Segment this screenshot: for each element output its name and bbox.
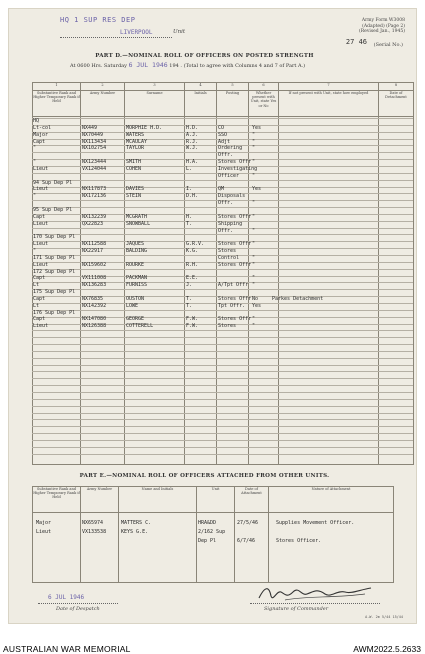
cell-rank: " bbox=[33, 159, 37, 166]
cell-rank: Major bbox=[33, 131, 49, 138]
cell-num: NX113434 bbox=[82, 138, 107, 145]
cell-rank: Capt bbox=[33, 316, 46, 323]
cell-pres: " bbox=[252, 275, 256, 282]
e-col-nature: Nature of Attachment bbox=[269, 487, 394, 513]
cell-post: Offr. bbox=[218, 227, 234, 234]
cell-num: NX70449 bbox=[82, 131, 104, 138]
cell-pres: " bbox=[252, 254, 256, 261]
cell-date: 6/7/46 bbox=[237, 538, 256, 544]
ruled-line bbox=[32, 426, 413, 427]
cell-rank: Lieut bbox=[33, 220, 49, 227]
cell-post: Shipping bbox=[218, 220, 243, 227]
cell-pres: " bbox=[252, 282, 256, 289]
table-row bbox=[32, 145, 413, 152]
cell-post: Stores bbox=[218, 323, 237, 330]
cell-rank: 95 Sup Dep Pl bbox=[33, 206, 73, 213]
col-num-3: 3 bbox=[125, 83, 185, 91]
table-row bbox=[32, 303, 413, 310]
cell-nature: Supplies Movement Officer. bbox=[276, 520, 355, 526]
table-row bbox=[32, 248, 413, 255]
cell-post: Stores Offr bbox=[218, 316, 252, 323]
cell-rank: 175 Sup Dep Pl bbox=[33, 289, 76, 296]
table-row bbox=[32, 207, 413, 214]
cell-post: Stores Offr bbox=[218, 159, 252, 166]
ruled-line bbox=[32, 344, 413, 345]
cell-num: NX147080 bbox=[82, 316, 107, 323]
table-row bbox=[32, 125, 413, 132]
cell-post: A/Tpt Offr bbox=[218, 282, 249, 289]
cell-surname: DAVIES bbox=[126, 186, 145, 193]
col-label-posting: Posting bbox=[217, 91, 249, 117]
cell-nature: Stores Officer. bbox=[276, 538, 322, 544]
ruled-line bbox=[32, 378, 413, 379]
despatch-date-stamp: 6 JUL 1946 bbox=[48, 594, 85, 601]
cell-num: NX449 bbox=[82, 124, 98, 131]
table-row bbox=[32, 159, 413, 166]
cell-date: 27/5/46 bbox=[237, 520, 259, 526]
unit-stamp-location: LIVERPOOL bbox=[120, 29, 153, 36]
table-row bbox=[32, 241, 413, 248]
cell-surname: SMITH bbox=[126, 159, 142, 166]
cell-rank: Lieut bbox=[33, 241, 49, 248]
ruled-line bbox=[32, 337, 413, 338]
cell-surname: FURNISS bbox=[126, 282, 148, 289]
cell-pres: " bbox=[252, 200, 256, 207]
cell-rank: 172 Sup Dep Pl bbox=[33, 268, 76, 275]
cell-surname: MCGRATH bbox=[126, 213, 148, 220]
cell-rank: Lt bbox=[33, 302, 40, 309]
cell-pres: " bbox=[252, 159, 256, 166]
cell-name: MATTERS C. bbox=[121, 520, 152, 526]
cell-rank: " bbox=[33, 193, 37, 200]
cell-post: QM bbox=[218, 186, 225, 193]
ruled-line bbox=[32, 413, 413, 414]
table-row bbox=[32, 275, 413, 282]
unit-label: Unit bbox=[173, 29, 186, 35]
cell-surname: TAYLOR bbox=[126, 145, 145, 152]
cell-num: NX117873 bbox=[82, 186, 107, 193]
ruled-line bbox=[32, 406, 413, 407]
cell-rank: Lt-col bbox=[33, 124, 52, 131]
army-form-ref bbox=[359, 18, 405, 35]
cell-surname: SNOWBALL bbox=[126, 220, 151, 227]
cell-rank: 171 Sup Dep Pl bbox=[33, 254, 76, 261]
table-row bbox=[32, 262, 413, 269]
cell-pres: Yes bbox=[252, 302, 262, 309]
ruled-line bbox=[32, 419, 413, 420]
cell-num: NX172136 bbox=[82, 193, 107, 200]
cell-num: NX76835 bbox=[82, 295, 104, 302]
cell-init: E.E. bbox=[186, 275, 199, 282]
serial-number: 27 46 bbox=[345, 38, 367, 46]
cell-rank: Major bbox=[36, 520, 52, 526]
cell-rank: Lieut bbox=[36, 529, 52, 535]
table-row bbox=[0, 520, 425, 528]
cell-surname: JAQUES bbox=[126, 241, 145, 248]
signature-label: Signature of Commander bbox=[264, 606, 329, 612]
archive-reference: AWM2022.5.2633 bbox=[353, 644, 421, 654]
table-row bbox=[32, 221, 413, 228]
cell-rank: Lieut bbox=[33, 165, 49, 172]
cell-init: I. bbox=[186, 186, 193, 193]
unit-stamp: HQ 1 SUP RES DEP bbox=[60, 16, 136, 24]
cell-post: Investigating bbox=[218, 165, 258, 172]
table-row bbox=[32, 269, 413, 276]
cell-name: KEYS G.E. bbox=[121, 529, 149, 535]
e-col-number: Army Number bbox=[81, 487, 119, 513]
cell-num: QX22823 bbox=[82, 220, 104, 227]
cell-post: Ordering bbox=[218, 145, 243, 152]
ruled-line bbox=[32, 365, 413, 366]
table-row bbox=[32, 118, 413, 125]
cell-post: Stores Offr bbox=[218, 241, 252, 248]
cell-init: T. bbox=[186, 220, 193, 227]
cell-pres: " bbox=[252, 316, 256, 323]
cell-num: NX112588 bbox=[82, 241, 107, 248]
ruled-line bbox=[32, 440, 413, 441]
archive-name: AUSTRALIAN WAR MEMORIAL bbox=[3, 644, 131, 654]
cell-rank: Capt bbox=[33, 275, 46, 282]
col-label-surname: Surname bbox=[125, 91, 185, 117]
signature-line bbox=[250, 603, 380, 604]
army-form-adapted: (Adapted) (Page 2) bbox=[362, 23, 405, 29]
cell-init: F.W. bbox=[186, 323, 199, 330]
table-row bbox=[32, 200, 413, 207]
cell-pres: " bbox=[252, 261, 256, 268]
cell-rank: Lieut bbox=[33, 186, 49, 193]
col-num-4: 4 bbox=[185, 83, 217, 91]
cell-post: Offr. bbox=[218, 200, 234, 207]
cell-init: T. bbox=[186, 295, 193, 302]
table-row bbox=[32, 173, 413, 180]
cell-post: Disposals bbox=[218, 193, 246, 200]
col-num-1: 1 bbox=[33, 83, 81, 91]
subtitle-date-stamp: 6 JUL 1946 bbox=[128, 61, 168, 69]
table-row bbox=[32, 316, 413, 323]
cell-init: A.J. bbox=[186, 131, 199, 138]
table-row bbox=[32, 166, 413, 173]
cell-init: R.H. bbox=[186, 261, 199, 268]
cell-post: Tpt Offr. bbox=[218, 302, 246, 309]
cell-init: J. bbox=[186, 282, 193, 289]
cell-post: Stores Offr bbox=[218, 213, 252, 220]
cell-pres: Yes bbox=[252, 186, 262, 193]
cell-surname: STEIN bbox=[126, 193, 142, 200]
table-row bbox=[32, 282, 413, 289]
table-row bbox=[32, 255, 413, 262]
ruled-line bbox=[32, 351, 413, 352]
table-row bbox=[32, 228, 413, 235]
army-form-number: Army Form W3008 bbox=[361, 18, 405, 23]
table-row bbox=[32, 214, 413, 221]
ruled-line bbox=[32, 433, 413, 434]
col-num-6: 6 bbox=[249, 83, 279, 91]
col-label-employed: If not present with Unit, state how employed bbox=[279, 91, 379, 117]
table-row bbox=[32, 296, 413, 303]
cell-num: NX159602 bbox=[82, 261, 107, 268]
table-row bbox=[32, 193, 413, 200]
cell-post: Stores Offr bbox=[218, 295, 252, 302]
cell-num: VX111008 bbox=[82, 275, 107, 282]
cell-post: Stores Offr bbox=[218, 261, 252, 268]
cell-num: NX65974 bbox=[82, 520, 104, 526]
table-row bbox=[0, 529, 425, 537]
col-num-8: 8 bbox=[379, 83, 414, 91]
cell-init: G.R.V. bbox=[186, 241, 205, 248]
cell-surname: ROURKE bbox=[126, 261, 145, 268]
cell-pres: " bbox=[252, 131, 256, 138]
cell-rank: Capt bbox=[33, 213, 46, 220]
cell-num: VX133538 bbox=[82, 529, 107, 535]
cell-post: SSO bbox=[218, 131, 228, 138]
col-num-5: 5 bbox=[217, 83, 249, 91]
cell-emp: Parkes Detachment bbox=[272, 295, 324, 302]
cell-surname: PACKMAN bbox=[126, 275, 148, 282]
cell-surname: GEORGE bbox=[126, 316, 145, 323]
part-d-subtitle bbox=[70, 61, 305, 69]
cell-surname: COHEN bbox=[126, 165, 142, 172]
table-row bbox=[32, 323, 413, 330]
cell-surname: LOWE bbox=[126, 302, 139, 309]
cell-pres: " bbox=[252, 323, 256, 330]
e-col-date: Date of Attachment bbox=[235, 487, 269, 513]
army-form-revised: (Revised Jan., 1945) bbox=[359, 29, 405, 34]
cell-pres: " bbox=[252, 172, 256, 179]
cell-num: NX126388 bbox=[82, 323, 107, 330]
ruled-line bbox=[32, 371, 413, 372]
despatch-line bbox=[38, 603, 118, 604]
cell-rank: Capt bbox=[33, 295, 46, 302]
cell-pres: Yes bbox=[252, 124, 262, 131]
col-label-present: Whether present with Unit, state Yes or No bbox=[249, 91, 279, 117]
ruled-line bbox=[32, 399, 413, 400]
cell-num: NX142392 bbox=[82, 302, 107, 309]
unit-line bbox=[60, 37, 172, 38]
cell-pres: No bbox=[252, 295, 259, 302]
cell-init: R.J. bbox=[186, 138, 199, 145]
despatch-label: Date of Despatch bbox=[56, 606, 100, 612]
cell-post: Adjt bbox=[218, 138, 231, 145]
cell-rank: " bbox=[33, 248, 37, 255]
part-d-rows bbox=[32, 118, 413, 330]
commander-signature bbox=[255, 582, 375, 604]
cell-pres: " bbox=[252, 138, 256, 145]
col-label-initials: Initials bbox=[185, 91, 217, 117]
cell-init: T. bbox=[186, 302, 193, 309]
table-row bbox=[32, 289, 413, 296]
table-row bbox=[0, 538, 425, 546]
cell-post: Control bbox=[218, 254, 240, 261]
cell-num: NX136283 bbox=[82, 282, 107, 289]
col-num-2: 2 bbox=[81, 83, 125, 91]
ruled-line bbox=[32, 385, 413, 386]
subtitle-prefix: At 0600 Hrs. Saturday bbox=[70, 63, 127, 69]
cell-num: VX124044 bbox=[82, 165, 107, 172]
table-row bbox=[32, 180, 413, 187]
table-row bbox=[32, 132, 413, 139]
table-row bbox=[32, 152, 413, 159]
cell-pres: " bbox=[252, 227, 256, 234]
cell-init: K.G. bbox=[186, 248, 199, 255]
e-col-unit: Unit bbox=[197, 487, 235, 513]
cell-pres: " bbox=[252, 241, 256, 248]
cell-init: W.J. bbox=[186, 145, 199, 152]
cell-num: NX123444 bbox=[82, 159, 107, 166]
col-label-number: Army Number bbox=[81, 91, 125, 117]
subtitle-suffix: (Total to agree with Columns 4 and 7 of Part A.) bbox=[183, 63, 306, 69]
cell-surname: MCAULAY bbox=[126, 138, 148, 145]
ruled-line bbox=[32, 454, 413, 455]
cell-init: H. bbox=[186, 213, 193, 220]
cell-rank: 94 Sup Dep Pl bbox=[33, 179, 73, 186]
cell-init: H.A. bbox=[186, 159, 199, 166]
cell-num: NX22917 bbox=[82, 248, 104, 255]
col-num-7: 7 bbox=[279, 83, 379, 91]
part-d-title: PART D.—NOMINAL ROLL OF OFFICERS ON POSTED STRENGTH bbox=[95, 53, 314, 59]
cell-num: NX102754 bbox=[82, 145, 107, 152]
cell-rank: " bbox=[33, 145, 37, 152]
cell-surname: BALDING bbox=[126, 248, 148, 255]
cell-surname: COTTERELL bbox=[126, 323, 154, 330]
cell-pres: " bbox=[252, 145, 256, 152]
cell-rank: Lieut bbox=[33, 261, 49, 268]
table-row bbox=[32, 186, 413, 193]
ruled-line bbox=[32, 392, 413, 393]
cell-post: Stores bbox=[218, 248, 237, 255]
archive-footer bbox=[0, 632, 425, 653]
cell-surname: OUSTON bbox=[126, 295, 145, 302]
cell-post: Officer bbox=[218, 172, 240, 179]
col-label-rank: Substantive Rank and Higher Temporary Rank if Held bbox=[33, 91, 81, 117]
ruled-line bbox=[32, 358, 413, 359]
part-e-title: PART E.—NOMINAL ROLL OF OFFICERS ATTACHED FROM OTHER UNITS. bbox=[79, 473, 330, 479]
cell-init: F.W. bbox=[186, 316, 199, 323]
cell-init: D.H. bbox=[186, 193, 199, 200]
cell-unit: Dep Pl bbox=[198, 538, 217, 544]
cell-rank: Lieut bbox=[33, 323, 49, 330]
cell-init: L. bbox=[186, 165, 193, 172]
cell-surname: WATERS bbox=[126, 131, 145, 138]
cell-unit: HRA&DD bbox=[198, 520, 217, 526]
ruled-line bbox=[32, 330, 413, 331]
subtitle-year: 194 . bbox=[169, 63, 183, 69]
cell-init: H.D. bbox=[186, 124, 199, 131]
cell-rank: Lt bbox=[33, 282, 40, 289]
cell-surname: MORPHIE H.D. bbox=[126, 124, 163, 131]
cell-post: CO bbox=[218, 124, 225, 131]
cell-rank: 170 Sup Dep Pl bbox=[33, 234, 76, 241]
ruled-line bbox=[32, 447, 413, 448]
printer-code: A.W. 2m 5/44 15/44 bbox=[365, 615, 403, 619]
cell-num: NX132239 bbox=[82, 213, 107, 220]
col-label-detachment: Date of Detachment bbox=[379, 91, 414, 117]
cell-rank: Capt bbox=[33, 138, 46, 145]
table-row bbox=[32, 139, 413, 146]
table-row bbox=[32, 310, 413, 317]
e-col-name: Name and Initials bbox=[119, 487, 197, 513]
cell-pres: " bbox=[252, 213, 256, 220]
table-row bbox=[32, 234, 413, 241]
e-col-rank: Substantive Rank and Higher Temporary Rank if Held bbox=[33, 487, 81, 513]
serial-label: (Serial No.) bbox=[373, 42, 403, 48]
cell-post: Offr. bbox=[218, 152, 234, 159]
cell-rank: 176 Sup Dep Pl bbox=[33, 309, 76, 316]
cell-rank: HQ bbox=[33, 118, 40, 124]
cell-unit: 2/162 Sup bbox=[198, 529, 226, 535]
